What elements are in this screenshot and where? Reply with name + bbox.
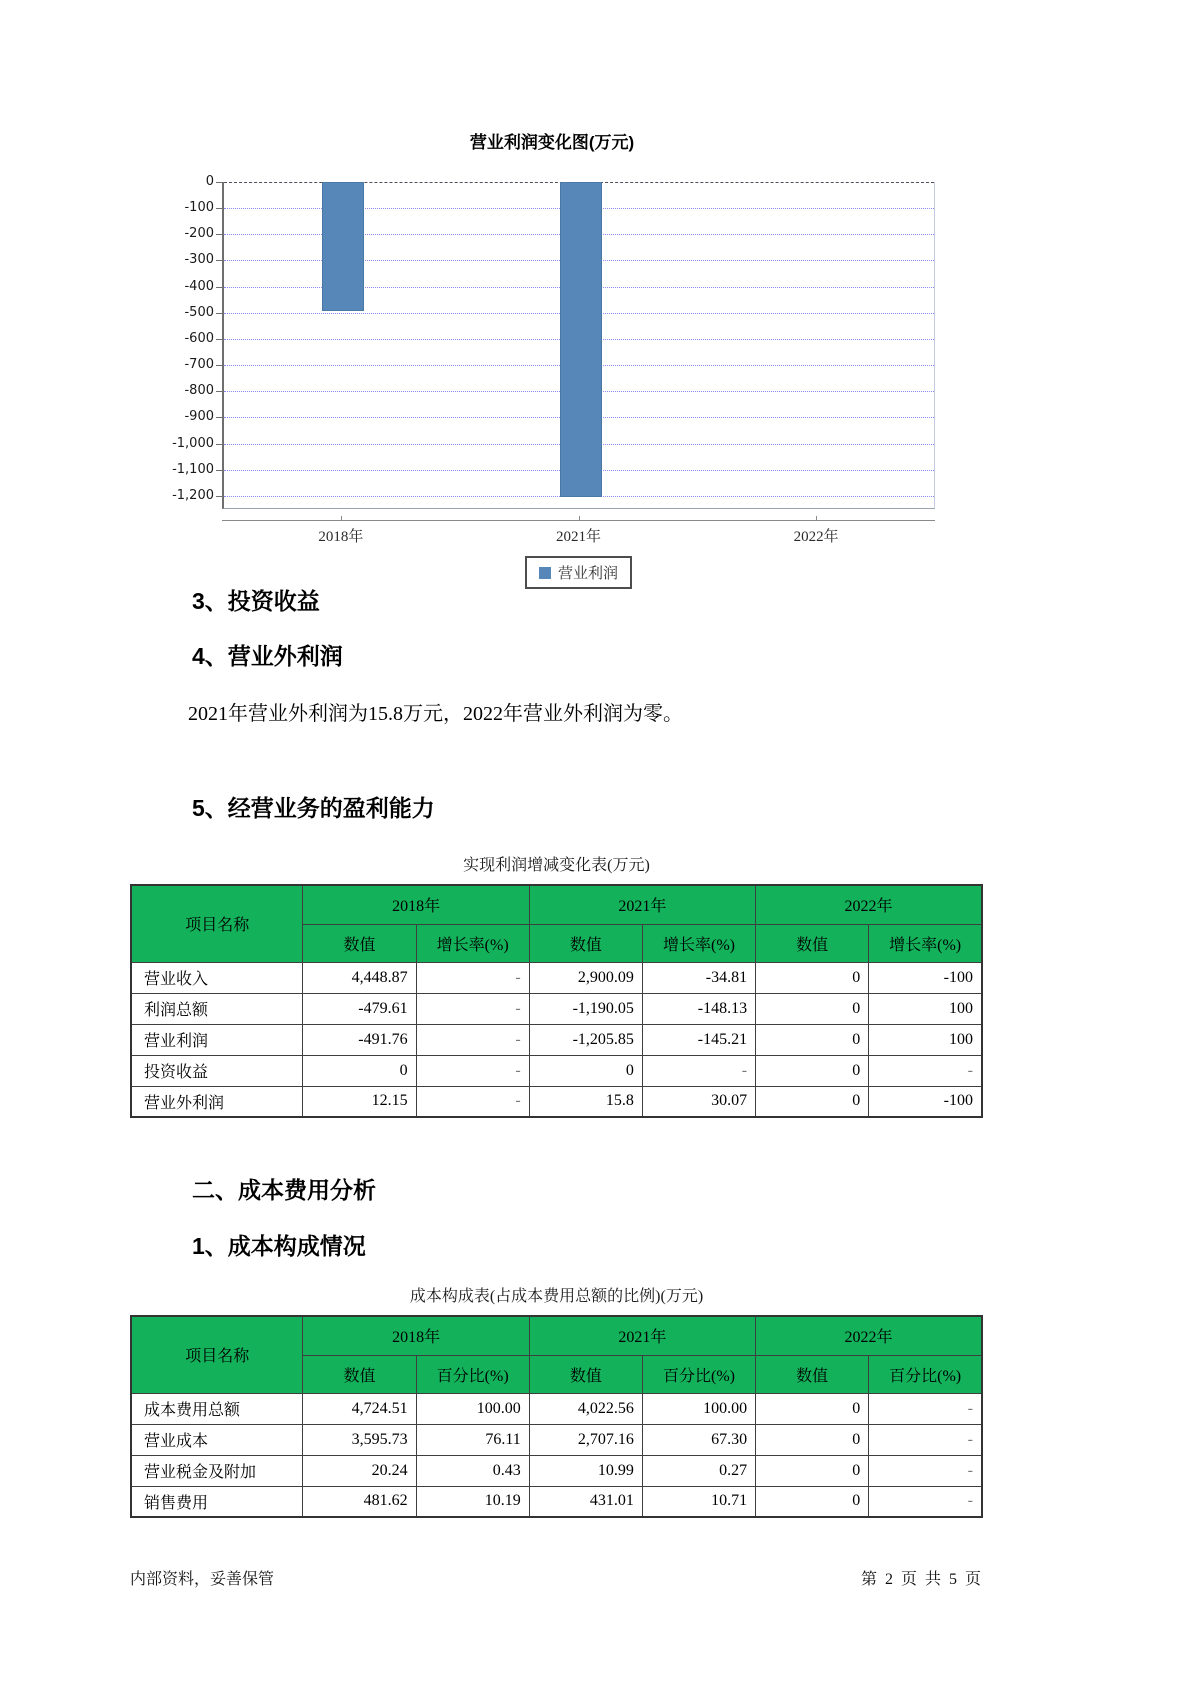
row-cell: - xyxy=(869,1055,982,1086)
header-year: 2018年 xyxy=(303,1316,529,1355)
row-cell: - xyxy=(416,962,529,993)
row-cell: -479.61 xyxy=(303,993,416,1024)
table-row xyxy=(131,962,982,993)
y-tick-label: -1,000 xyxy=(172,435,214,451)
row-cell: -34.81 xyxy=(642,962,755,993)
y-tick-label: -1,100 xyxy=(172,461,214,477)
header-year-row xyxy=(131,885,982,924)
header-item-name: 项目名称 xyxy=(131,885,303,962)
row-name: 利润总额 xyxy=(131,993,303,1024)
chart-legend-row xyxy=(222,556,935,589)
row-name: 营业税金及附加 xyxy=(131,1455,303,1486)
x-category-label: 2022年 xyxy=(793,529,839,545)
row-cell: 0 xyxy=(529,1055,642,1086)
row-cell: 431.01 xyxy=(529,1486,642,1517)
heading-profitability: 5、经营业务的盈利能力 xyxy=(192,795,435,821)
y-axis-tick xyxy=(216,182,222,183)
y-axis-tick xyxy=(216,365,222,366)
header-year: 2022年 xyxy=(756,885,982,924)
row-cell: 100 xyxy=(869,1024,982,1055)
row-cell: - xyxy=(416,1086,529,1117)
row-name: 投资收益 xyxy=(131,1055,303,1086)
row-cell: 4,724.51 xyxy=(303,1393,416,1424)
y-axis-tick xyxy=(216,496,222,497)
row-cell: -1,190.05 xyxy=(529,993,642,1024)
table-row xyxy=(131,1455,982,1486)
row-cell: 4,022.56 xyxy=(529,1393,642,1424)
header-sub: 数值 xyxy=(529,1355,642,1393)
row-cell: -148.13 xyxy=(642,993,755,1024)
chart-plot-area xyxy=(222,182,935,509)
header-sub: 数值 xyxy=(529,924,642,962)
row-cell: 76.11 xyxy=(416,1424,529,1455)
bar-2021年 xyxy=(560,182,602,497)
row-cell: - xyxy=(869,1455,982,1486)
header-sub: 增长率(%) xyxy=(869,924,982,962)
x-category-label: 2018年 xyxy=(318,529,364,545)
table-row xyxy=(131,1055,982,1086)
x-axis-tick xyxy=(579,516,580,521)
row-cell: 0 xyxy=(756,993,869,1024)
table1-title: 实现利润增减变化表(万元) xyxy=(463,857,650,874)
y-axis-tick xyxy=(216,417,222,418)
y-axis-tick xyxy=(216,313,222,314)
row-cell: 15.8 xyxy=(529,1086,642,1117)
chart-title: 营业利润变化图(万元) xyxy=(469,133,635,152)
table2-title: 成本构成表(占成本费用总额的比例)(万元) xyxy=(409,1288,704,1305)
row-cell: - xyxy=(869,1424,982,1455)
row-cell: 0 xyxy=(303,1055,416,1086)
row-cell: 0.27 xyxy=(642,1455,755,1486)
row-cell: 100 xyxy=(869,993,982,1024)
y-axis-tick xyxy=(216,470,222,471)
row-cell: -1,205.85 xyxy=(529,1024,642,1055)
x-axis-tick xyxy=(341,516,342,521)
row-cell: 100.00 xyxy=(642,1393,755,1424)
row-cell: 0 xyxy=(756,962,869,993)
y-tick-label: -300 xyxy=(184,252,214,268)
table-row xyxy=(131,993,982,1024)
row-cell: 2,707.16 xyxy=(529,1424,642,1455)
row-cell: - xyxy=(642,1055,755,1086)
header-sub: 百分比(%) xyxy=(869,1355,982,1393)
table1-header xyxy=(131,885,982,962)
y-tick-label: -700 xyxy=(184,357,214,373)
row-cell: 4,448.87 xyxy=(303,962,416,993)
row-cell: 481.62 xyxy=(303,1486,416,1517)
row-name: 成本费用总额 xyxy=(131,1393,303,1424)
y-axis-tick xyxy=(216,287,222,288)
table-row xyxy=(131,1486,982,1517)
paragraph-nonoperating-profit: 2021年营业外利润为15.8万元，2022年营业外利润为零。 xyxy=(188,703,683,725)
heading-cost-structure: 1、成本构成情况 xyxy=(192,1233,366,1259)
row-cell: 10.19 xyxy=(416,1486,529,1517)
y-tick-label: -900 xyxy=(184,409,214,425)
header-year-row xyxy=(131,1316,982,1355)
y-tick-label: -100 xyxy=(184,200,214,216)
header-sub: 数值 xyxy=(756,1355,869,1393)
legend-label: 营业利润 xyxy=(557,566,618,582)
y-tick-label: 0 xyxy=(205,174,214,189)
chart-legend xyxy=(525,556,632,589)
table2-body xyxy=(131,1393,982,1517)
row-cell: 0 xyxy=(756,1486,869,1517)
row-cell: 30.07 xyxy=(642,1086,755,1117)
header-year: 2021年 xyxy=(529,1316,755,1355)
y-tick-label: -1,200 xyxy=(172,487,214,503)
row-cell: 0 xyxy=(756,1086,869,1117)
row-cell: 0 xyxy=(756,1424,869,1455)
row-cell: 0 xyxy=(756,1393,869,1424)
header-sub: 数值 xyxy=(303,924,416,962)
row-name: 营业利润 xyxy=(131,1024,303,1055)
row-cell: 0.43 xyxy=(416,1455,529,1486)
y-tick-label: -800 xyxy=(184,383,214,399)
heading-nonoperating-profit: 4、营业外利润 xyxy=(192,643,343,669)
footer-confidential-note: 内部资料，妥善保管 xyxy=(130,1571,275,1588)
header-year: 2018年 xyxy=(303,885,529,924)
row-cell: -100 xyxy=(869,1086,982,1117)
row-cell: 100.00 xyxy=(416,1393,529,1424)
row-cell: 0 xyxy=(756,1055,869,1086)
y-tick-label: -400 xyxy=(184,278,214,294)
row-cell: -100 xyxy=(869,962,982,993)
y-tick-label: -200 xyxy=(184,226,214,242)
header-sub: 数值 xyxy=(303,1355,416,1393)
y-axis-tick xyxy=(216,339,222,340)
row-cell: 2,900.09 xyxy=(529,962,642,993)
heading-investment-income: 3、投资收益 xyxy=(192,588,320,614)
row-name: 营业收入 xyxy=(131,962,303,993)
table-row xyxy=(131,1024,982,1055)
y-axis-tick xyxy=(216,234,222,235)
row-cell: -145.21 xyxy=(642,1024,755,1055)
header-sub: 数值 xyxy=(756,924,869,962)
row-name: 营业外利润 xyxy=(131,1086,303,1117)
x-category-label: 2021年 xyxy=(555,529,601,545)
legend-swatch-icon xyxy=(539,567,551,579)
footer-page-number: 第 2 页 共 5 页 xyxy=(860,1571,983,1588)
page-footer xyxy=(130,1566,983,1589)
row-cell: - xyxy=(416,1024,529,1055)
x-axis-tick xyxy=(816,516,817,521)
row-cell: - xyxy=(416,993,529,1024)
header-item-name: 项目名称 xyxy=(131,1316,303,1393)
row-name: 销售费用 xyxy=(131,1486,303,1517)
row-cell: 0 xyxy=(756,1455,869,1486)
table-row xyxy=(131,1086,982,1117)
operating-profit-chart xyxy=(122,118,982,596)
row-cell: 3,595.73 xyxy=(303,1424,416,1455)
header-sub: 百分比(%) xyxy=(642,1355,755,1393)
row-name: 营业成本 xyxy=(131,1424,303,1455)
table-row xyxy=(131,1424,982,1455)
y-tick-label: -500 xyxy=(184,304,214,320)
table2-header xyxy=(131,1316,982,1393)
table1-body xyxy=(131,962,982,1117)
row-cell: 10.99 xyxy=(529,1455,642,1486)
profit-change-table xyxy=(130,884,983,1118)
row-cell: - xyxy=(416,1055,529,1086)
header-sub: 增长率(%) xyxy=(642,924,755,962)
row-cell: 12.15 xyxy=(303,1086,416,1117)
header-year: 2022年 xyxy=(756,1316,982,1355)
y-axis-tick xyxy=(216,444,222,445)
bar-2018年 xyxy=(322,182,364,311)
header-sub: 百分比(%) xyxy=(416,1355,529,1393)
row-cell: 20.24 xyxy=(303,1455,416,1486)
row-cell: 10.71 xyxy=(642,1486,755,1517)
y-axis-tick xyxy=(216,391,222,392)
cost-structure-table xyxy=(130,1315,983,1518)
header-sub: 增长率(%) xyxy=(416,924,529,962)
heading-cost-analysis: 二、成本费用分析 xyxy=(192,1177,376,1203)
y-axis-tick xyxy=(216,208,222,209)
header-year: 2021年 xyxy=(529,885,755,924)
y-tick-label: -600 xyxy=(184,330,214,346)
row-cell: - xyxy=(869,1393,982,1424)
table-row xyxy=(131,1393,982,1424)
row-cell: -491.76 xyxy=(303,1024,416,1055)
row-cell: - xyxy=(869,1486,982,1517)
y-axis-tick xyxy=(216,260,222,261)
row-cell: 67.30 xyxy=(642,1424,755,1455)
row-cell: 0 xyxy=(756,1024,869,1055)
